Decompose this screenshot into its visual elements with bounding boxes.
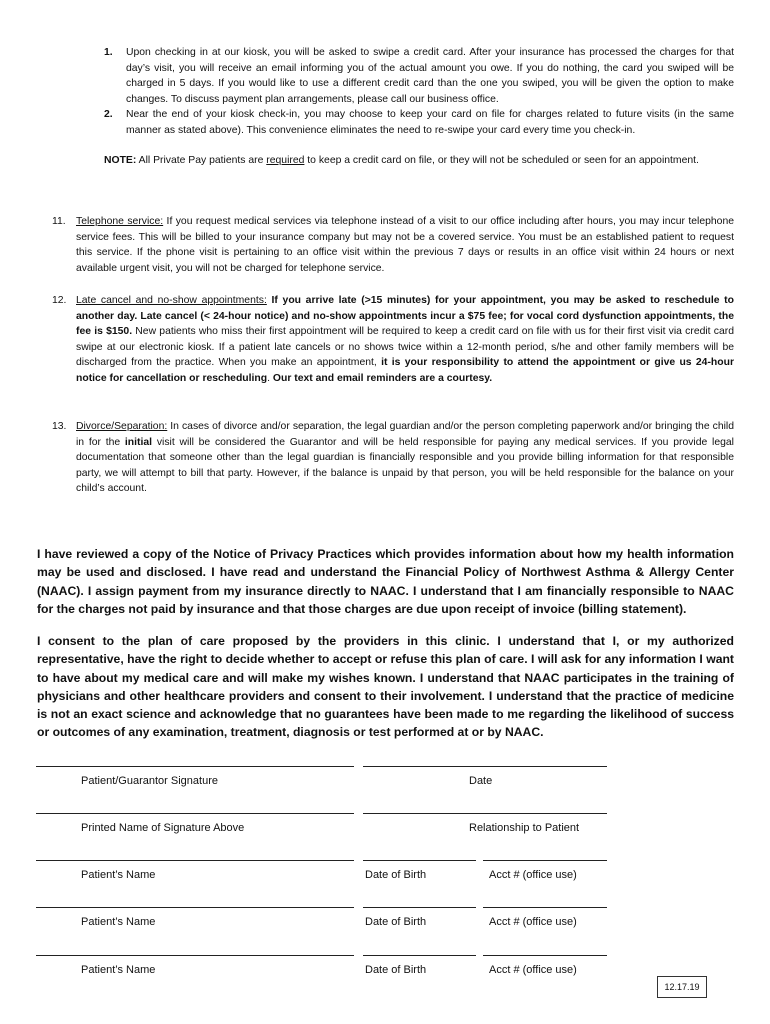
patient-name-label: Patient’s Name [81,869,156,881]
patient-name-line[interactable] [36,955,354,956]
section-text: If you request medical services via telephone instead of a visit to our office including after hours, you may incur telephone service fees. This will be billed to your insurance company but may not be a covered service. You must be an established patient to request this service. If the phone visit is pertaining to an office visit within the previous 7 days or results in an office visit within 24 hours or next available urgent visit, you will not be charged for telephone service. [76,216,734,274]
account-number-line[interactable] [483,860,607,861]
section-body [76,214,734,276]
account-number-label: Acct # (office use) [489,869,577,881]
list-item-text: Near the end of your kiosk check-in, you may choose to keep your card on file for charges related to future visits (in the same manner as stated above). This convenience eliminates the need to re-swipe your card every time you check-in. [126,109,734,136]
account-number-label: Acct # (office use) [489,964,577,976]
section-bold-text: initial [124,436,153,448]
account-number-label: Acct # (office use) [489,916,577,928]
date-of-birth-line[interactable] [363,955,476,956]
patient-row [0,907,770,947]
patient-row [0,955,770,995]
signature-row [0,766,770,806]
revision-date-box: 12.17.19 [657,976,707,998]
list-item [104,107,734,138]
acknowledgement-consent: I consent to the plan of care proposed by the providers in this clinic. I understand that I, or my authorized representative, have the right to decide whether to accept or refuse this plan of care. I will ask for any information I want to have about my medical care and will make my wishes known. I understand that NAAC participates in the training of physicians and other healthcare providers and consent to their involvement. I understand that the practice of medicine is not an exact science and acknowledge that no guarantees have been made to me regarding the likelihood of success or outcomes of any examination, treatment, diagnosis or test performed at or by NAAC. [37,634,734,740]
kiosk-payment-list [104,45,734,139]
printed-name-label: Printed Name of Signature Above [81,822,245,834]
relationship-line[interactable] [363,813,607,814]
patient-name-line[interactable] [36,860,354,861]
date-of-birth-line[interactable] [363,907,476,908]
date-of-birth-label: Date of Birth [365,869,427,881]
patient-name-label: Patient’s Name [81,916,156,928]
section-late-cancel [52,293,734,387]
private-pay-note [104,153,734,169]
section-bold-text: If you arrive late (>15 minutes) for your appointment, you may be asked to reschedule to another day. Late cancel (< 24-hour notice) and no-show appointments incur a $75 fee; for vocal cord dysfunction appointments, the fee is $150. [76,295,734,338]
section-text: . [267,372,273,384]
section-telephone-service [52,214,734,276]
section-number: 11. [52,216,66,227]
acknowledgement-privacy-financial: I have reviewed a copy of the Notice of Privacy Practices which provides information about how my health information may be used and disclosed. I have read and understand the Financial Policy of Northwest Asthma & Allergy Center (NAAC). I assign payment from my insurance directly to NAAC. I understand that I am financially responsible to NAAC for the charges not paid by insurance and that those charges are due upon receipt of invoice (billing statement). [37,547,734,616]
note-text: to keep a credit card on file, or they will not be scheduled or seen for an appointment. [304,155,699,166]
date-of-birth-label: Date of Birth [365,964,427,976]
section-bold-text: it is your responsibility to attend the appointment or give us 24-hour notice for cancellation or rescheduling [76,357,735,384]
date-label: Date [469,775,493,787]
section-heading: Divorce/Separation: [76,421,168,432]
note-text: All Private Pay patients are [136,155,267,166]
signature-label: Patient/Guarantor Signature [81,775,218,787]
list-item-text: Upon checking in at our kiosk, you will be asked to swipe a credit card. After your insurance has processed the charges for that day’s visit, you will receive an email informing you of the actual amount you owe. If you do nothing, the card you swiped will be charged in 5 days. If you would like to use a different credit card than the one you swiped, you will be given the option to make changes. To discuss payment plan arrangements, please call our business office. [126,47,734,105]
printed-name-line[interactable] [36,813,354,814]
section-number: 13. [52,421,67,432]
account-number-line[interactable] [483,955,607,956]
list-item-number: 2. [104,109,113,121]
note-label: NOTE: [104,155,137,166]
section-heading: Telephone service: [76,216,164,227]
note-required: required [266,155,305,166]
printed-name-row [0,813,770,853]
section-text: visit will be considered the Guarantor and will be held responsible for paying any medical services. If you provide legal documentation that someone other than the legal guardian is financially responsible and you provide billing information for that responsible party, we will attempt to bill that party. However, if the balance is unpaid by that person, you will be held responsible for the balance on your child’s account. [76,436,734,495]
patient-guarantor-signature-line[interactable] [36,766,354,767]
list-item-number: 1. [104,47,113,58]
list-item [104,45,734,107]
section-body [76,419,734,497]
section-divorce-separation [52,419,734,497]
account-number-line[interactable] [483,907,607,908]
patient-row [0,860,770,900]
date-of-birth-label: Date of Birth [365,916,427,928]
section-body [76,293,734,387]
section-text: New patients who miss their first appointment will be required to keep a credit card on file with us for their first visit via credit card swipe at our electronic kiosk. If a patient late cancels or no shows twice within a 12-month period, s/he and other family members will be discharged from the practice. When you make an appointment, [76,326,734,369]
section-number: 12. [52,295,67,306]
date-line[interactable] [363,766,607,767]
section-bold-text: Our text and email reminders are a courtesy. [272,372,493,384]
section-heading: Late cancel and no-show appointments: [76,295,267,306]
section-text: In cases of divorce and/or separation, the legal guardian and/or the person completing paperwork and/or bringing the child in for the [76,421,734,448]
patient-name-label: Patient’s Name [81,964,156,976]
patient-name-line[interactable] [36,907,354,908]
relationship-label: Relationship to Patient [469,822,580,834]
date-of-birth-line[interactable] [363,860,476,861]
